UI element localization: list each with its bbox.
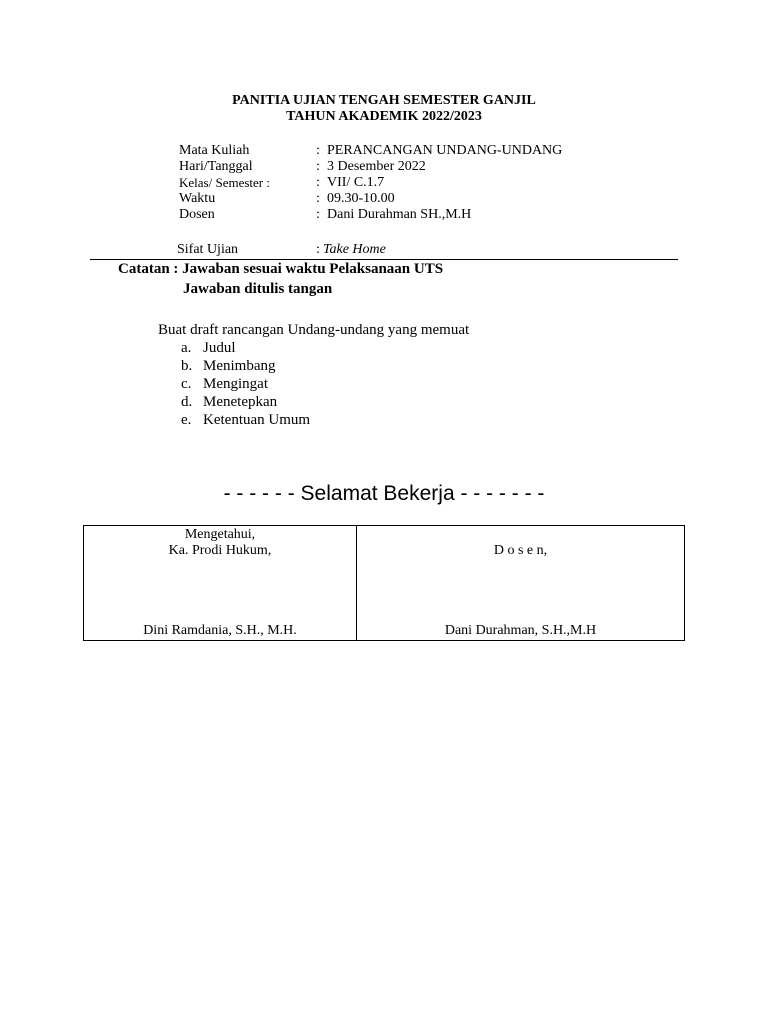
info-value: 3 Desember 2022 [327,159,426,174]
list-item [181,376,268,393]
sifat-separator: : [316,242,320,257]
sifat-label: Sifat Ujian [177,242,239,257]
info-label: Hari/Tanggal [179,159,253,174]
list-marker: b. [181,358,193,374]
info-separator: : [316,159,320,174]
list-marker: d. [181,394,193,410]
signature-table [83,525,685,641]
sifat-value: Take Home [323,242,386,257]
signature-cell-right [357,526,685,641]
list-text: Menimbang [203,358,276,374]
list-item [181,394,277,411]
list-item [181,412,310,429]
list-marker: c. [181,376,192,392]
signature-left-line2: Ka. Prodi Hukum, [168,543,272,558]
catatan-line-2: Jawaban ditulis tangan [183,281,333,297]
info-value: PERANCANGAN UNDANG-UNDANG [327,143,563,158]
signature-right-name: Dani Durahman, S.H.,M.H [444,623,597,638]
info-label: Mata Kuliah [179,143,250,158]
info-label: Kelas/ Semester : [179,175,270,190]
document-subtitle: TAHUN AKADEMIK 2022/2023 [286,109,482,124]
info-label: Waktu [179,191,216,206]
signature-left-name: Dini Ramdania, S.H., M.H. [143,623,297,638]
list-text: Judul [203,340,236,356]
signature-right-title: D o s e n, [493,543,548,558]
signature-left-line1: Mengetahui, [184,527,256,542]
signature-cell-left [84,526,357,641]
catatan-line-1: Catatan : Jawaban sesuai waktu Pelaksanaan UTS [118,261,444,277]
closing-text: - - - - - - Selamat Bekerja - - - - - - - [223,482,545,505]
info-value: VII/ C.1.7 [327,175,385,190]
info-label: Dosen [179,207,215,222]
list-item [181,358,276,375]
list-text: Menetepkan [203,394,278,410]
info-separator: : [316,207,320,222]
list-marker: e. [181,412,192,428]
info-value: 09.30-10.00 [327,191,395,206]
info-separator: : [316,143,320,158]
list-text: Ketentuan Umum [203,412,311,428]
document-title: PANITIA UJIAN TENGAH SEMESTER GANJIL [232,93,536,108]
list-text: Mengingat [203,376,268,392]
divider-line [90,259,678,260]
info-separator: : [316,175,320,190]
info-separator: : [316,191,320,206]
info-value: Dani Durahman SH.,M.H [327,207,472,222]
list-marker: a. [181,340,192,356]
question-intro: Buat draft rancangan Undang-undang yang memuat [158,322,470,338]
list-item [181,340,236,357]
